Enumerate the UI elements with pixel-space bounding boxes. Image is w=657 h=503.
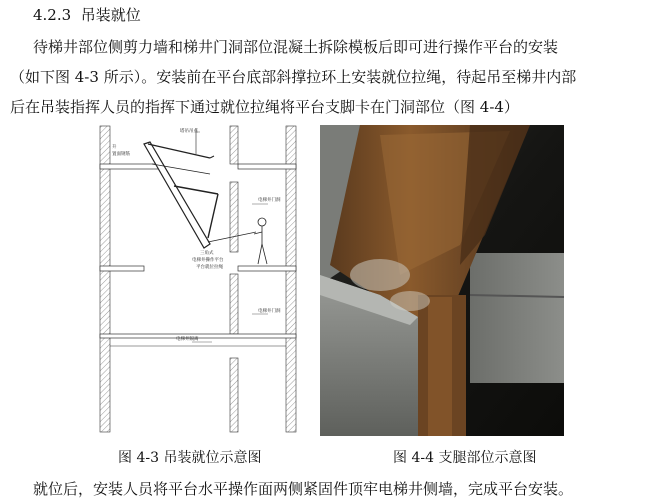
shaft-wall — [230, 274, 238, 334]
worker-figure — [254, 218, 267, 264]
label-shaft-rail: 电梯井隔离 — [176, 337, 199, 342]
section-title: 吊装就位 — [80, 6, 141, 24]
concrete-beam — [470, 253, 564, 383]
paragraph-line: 待梯井部位侧剪力墙和梯井门洞部位混凝土拆除模板后即可进行操作平台的安装 — [33, 38, 559, 56]
label-tri-2: 电梯井操作平台 — [192, 258, 224, 263]
shaft-wall — [230, 126, 238, 164]
support-leg-photo — [320, 125, 564, 436]
shaft-wall — [230, 358, 238, 432]
paragraph-line: （如下图 4-3 所示）。安装前在平台底部斜撑拉环上安装就位拉绳，待起吊至梯井内部 — [10, 68, 577, 86]
label-door-upper: 电梯井门洞 — [258, 198, 281, 203]
label-door-lower: 电梯井门洞 — [258, 309, 281, 314]
shaft-wall — [230, 182, 238, 252]
operating-platform — [144, 142, 210, 248]
floor-slab — [238, 164, 296, 169]
section-number: 4.2.3 — [33, 6, 72, 24]
right-wall — [286, 126, 296, 432]
left-wall — [100, 126, 110, 432]
hoisting-diagram — [92, 124, 304, 434]
label-tri-3: 平台就位拉绳 — [196, 265, 223, 270]
figure-caption: 图 4-3 吊装就位示意图 — [118, 450, 262, 466]
section-heading — [33, 5, 141, 25]
label-tri-1: 三角式 — [200, 251, 214, 256]
floor-slab — [100, 164, 160, 169]
floor-slab — [238, 266, 296, 271]
label-slab: 升 — [112, 145, 117, 150]
figure-caption: 图 4-4 支腿部位示意图 — [393, 450, 537, 466]
label-hoist-point: 塔吊吊点 — [180, 129, 198, 134]
label-slab-2: 置面钢筋 — [112, 152, 130, 157]
paragraph-line: 就位后，安装人员将平台水平操作面两侧紧固件顶牢电梯井侧墙，完成平台安装。 — [33, 480, 574, 498]
floor-slab — [100, 266, 144, 271]
paragraph-line: 后在吊装指挥人员的指挥下通过就位拉绳将平台支脚卡在门洞部位（图 4-4） — [10, 98, 519, 116]
